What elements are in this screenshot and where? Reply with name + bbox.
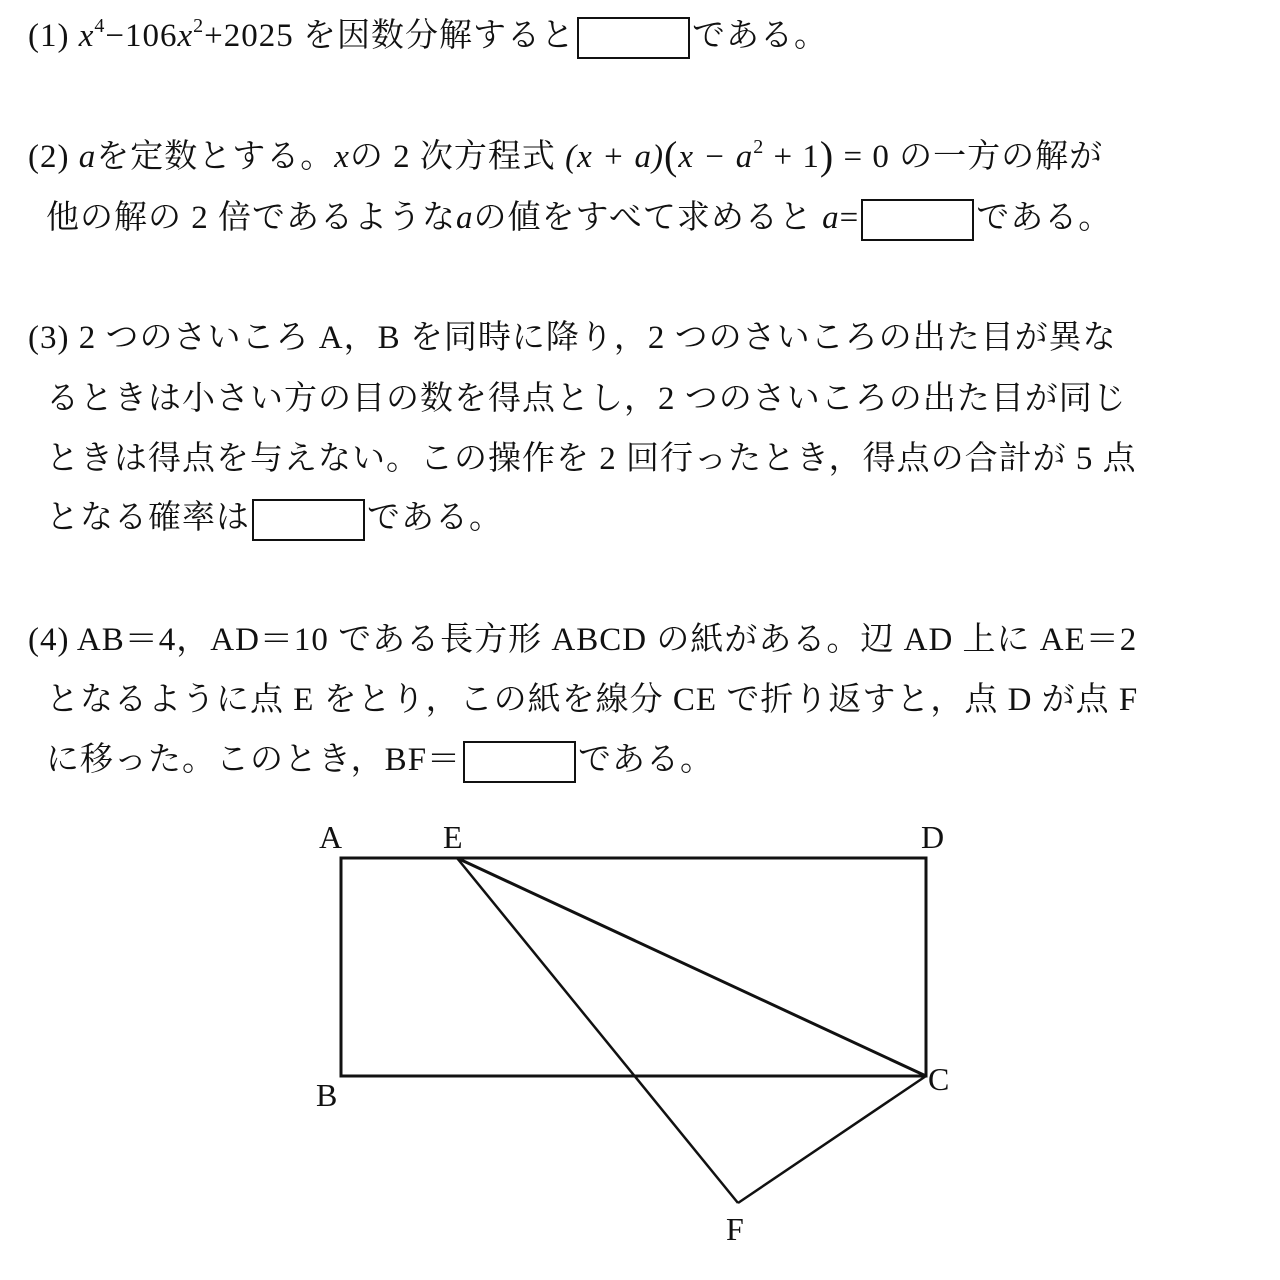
exponent: 2 [753, 136, 765, 158]
problem-3-text: となる確率は [46, 500, 250, 536]
equation-rhs: = 0 [834, 139, 890, 175]
var-x: x [334, 139, 350, 175]
var-a: a [78, 139, 97, 175]
exponent: 2 [193, 15, 205, 37]
segment-ec [457, 858, 926, 1076]
coefficient: −106 [105, 18, 178, 54]
equation-factor-2: x − a [678, 139, 754, 175]
equation-factor-1: (x + a) [565, 139, 665, 175]
problem-4-suffix: である。 [578, 742, 715, 778]
problem-2-text: の値をすべて求めると [473, 200, 813, 236]
problem-2-text: 他の解の 2 倍であるような [46, 200, 456, 236]
problem-4-number: (4) [28, 622, 70, 658]
problem-2-suffix: である。 [976, 200, 1113, 236]
label-d: D [921, 819, 945, 855]
problem-2-text: の 2 次方程式 [349, 139, 556, 175]
equation-term: + 1 [764, 139, 820, 175]
problem-2-text: の一方の解が [899, 139, 1104, 175]
problem-4-text: に移った。このとき，BF＝ [46, 742, 462, 778]
paren: ) [819, 133, 835, 178]
rectangle-abcd [341, 858, 926, 1076]
problem-3-number: (3) [28, 320, 70, 356]
segment-fc [738, 1076, 926, 1203]
constant-term: +2025 [204, 18, 294, 54]
problem-3-suffix: である。 [367, 500, 503, 536]
problem-2-text: を定数とする。 [96, 139, 335, 175]
problem-1-text: を因数分解すると [303, 18, 576, 54]
problem-4-text: となるように点 E をとり，この紙を線分 CE で折り返すと，点 D が点 F [46, 682, 1139, 718]
problem-1-suffix: である。 [692, 18, 829, 54]
problem-3-text: るときは小さい方の目の数を得点とし，2 つのさいころの出た目が同じ [46, 381, 1127, 417]
var-a: a [822, 200, 840, 236]
equals-sign: = [839, 200, 860, 236]
problem-3-text: ときは得点を与えない。この操作を 2 回行ったとき，得点の合計が 5 点 [46, 441, 1137, 477]
problem-1-number: (1) [28, 18, 70, 54]
problem-4-text: AB＝4，AD＝10 である長方形 ABCD の紙がある。辺 AD 上に AE＝2 [76, 622, 1138, 658]
label-f: F [726, 1211, 744, 1247]
label-a: A [319, 819, 343, 855]
paren: ( [664, 133, 679, 178]
label-c: C [928, 1061, 950, 1097]
var-a: a [456, 200, 474, 236]
label-e: E [443, 819, 463, 855]
exponent: 4 [94, 15, 106, 37]
problem-2-number: (2) [28, 139, 70, 175]
label-b: B [316, 1077, 338, 1113]
var-x: x [177, 18, 194, 54]
segment-ef [457, 858, 738, 1203]
var-x: x [78, 18, 95, 54]
problem-3-text: 2 つのさいころ A，B を同時に降り，2 つのさいころの出た目が異な [78, 320, 1117, 356]
